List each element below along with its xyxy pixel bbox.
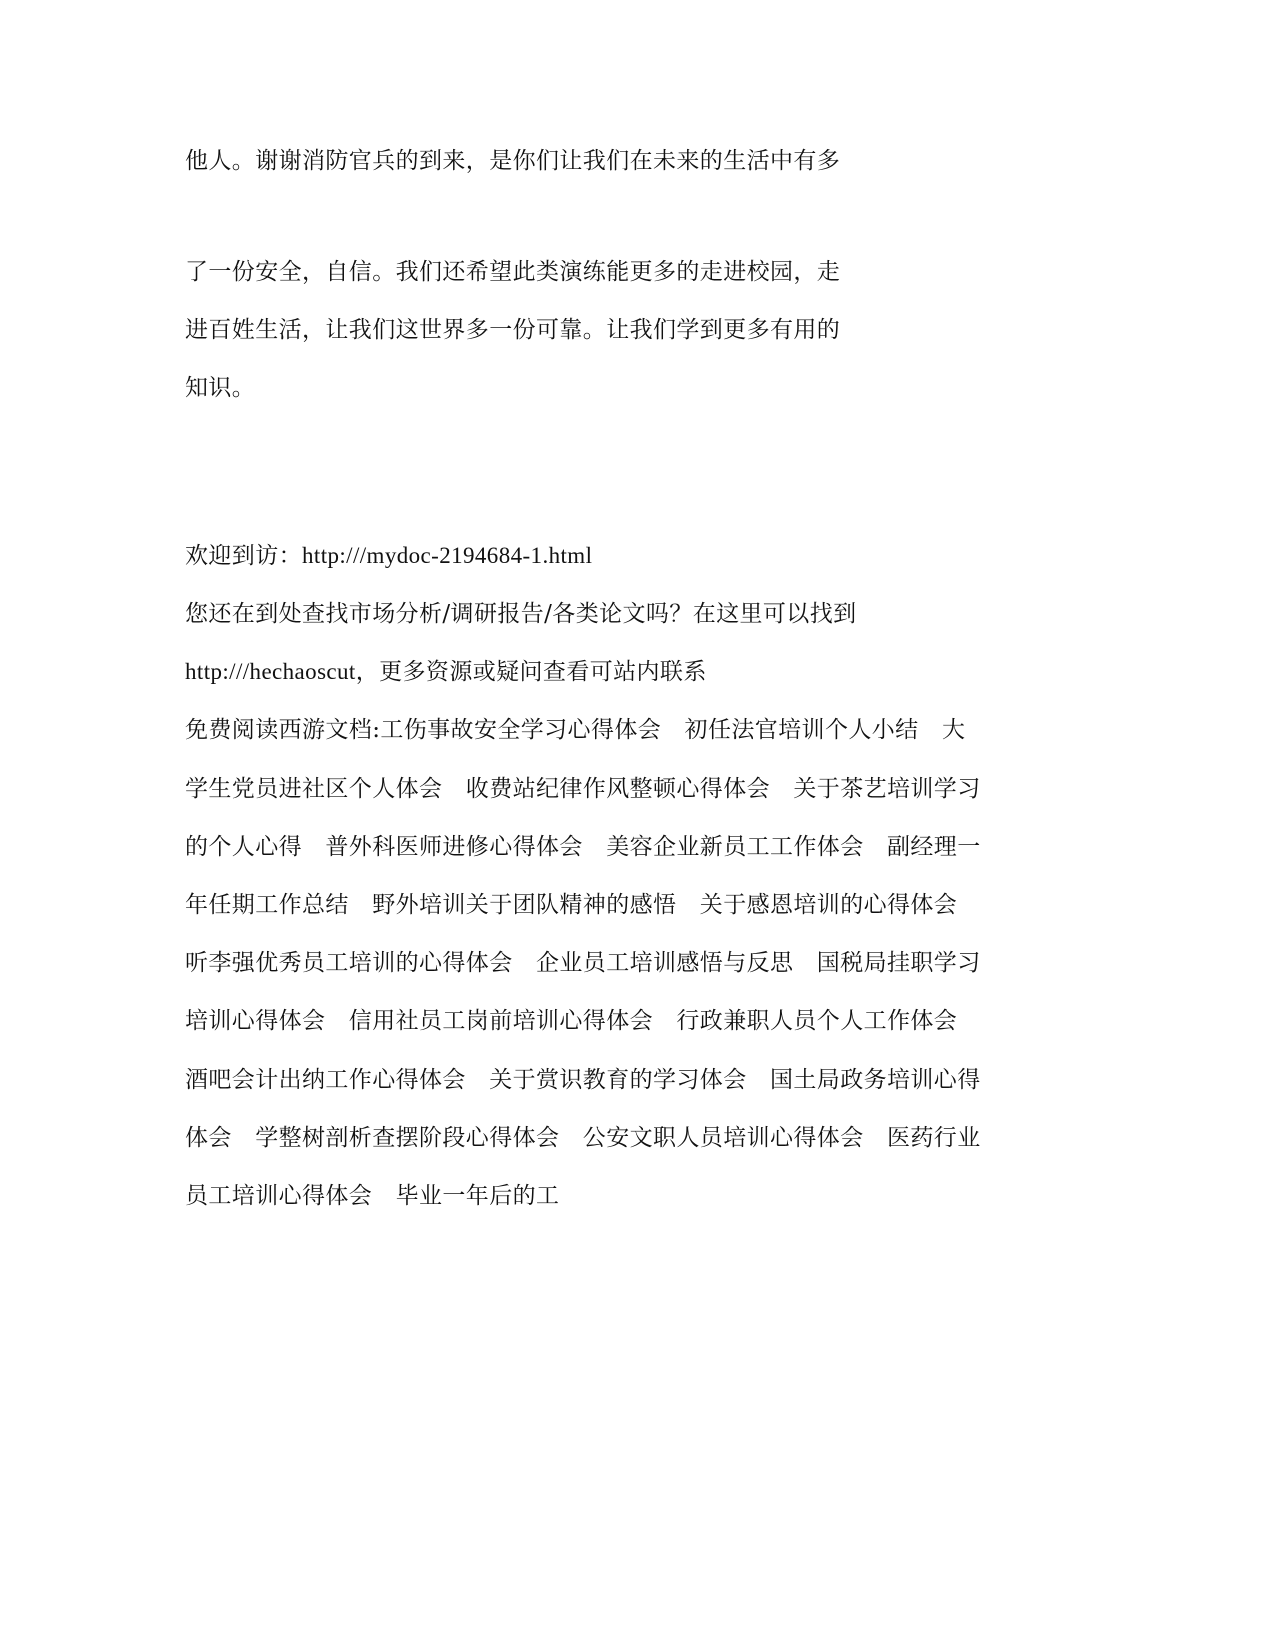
related-reading-line[interactable]: 体会 学整树剖析查摆阶段心得体会 公安文职人员培训心得体会 医药行业 <box>185 1125 981 1151</box>
related-reading-line[interactable]: 免费阅读西游文档:工伤事故安全学习心得体会 初任法官培训个人小结 大 <box>185 717 966 743</box>
welcome-link-line[interactable]: 欢迎到访：http:///mydoc-2194684-1.html <box>185 543 593 568</box>
related-reading-line[interactable]: 培训心得体会 信用社员工岗前培训心得体会 行政兼职人员个人工作体会 <box>185 1008 958 1034</box>
related-reading-line[interactable]: 酒吧会计出纳工作心得体会 关于赏识教育的学习体会 国土局政务培训心得 <box>185 1067 981 1093</box>
search-prompt-line: 您还在到处查找市场分析/调研报告/各类论文吗？在这里可以找到 <box>185 601 857 627</box>
body-text-line: 了一份安全，自信。我们还希望此类演练能更多的走进校园，走 <box>185 259 841 285</box>
body-text-line: 知识。 <box>185 375 256 401</box>
body-text-line: 进百姓生活，让我们这世界多一份可靠。让我们学到更多有用的 <box>185 317 841 343</box>
related-reading-line[interactable]: 的个人心得 普外科医师进修心得体会 美容企业新员工工作体会 副经理一 <box>185 834 981 860</box>
contact-link-line[interactable]: http:///hechaoscut，更多资源或疑问查看可站内联系 <box>185 659 707 684</box>
related-reading-line[interactable]: 年任期工作总结 野外培训关于团队精神的感悟 关于感恩培训的心得体会 <box>185 892 958 918</box>
related-reading-line[interactable]: 员工培训心得体会 毕业一年后的工 <box>185 1183 560 1209</box>
related-reading-line[interactable]: 听李强优秀员工培训的心得体会 企业员工培训感悟与反思 国税局挂职学习 <box>185 950 981 976</box>
related-reading-line[interactable]: 学生党员进社区个人体会 收费站纪律作风整顿心得体会 关于茶艺培训学习 <box>185 776 981 802</box>
body-text-line: 他人。谢谢消防官兵的到来，是你们让我们在未来的生活中有多 <box>185 148 841 174</box>
